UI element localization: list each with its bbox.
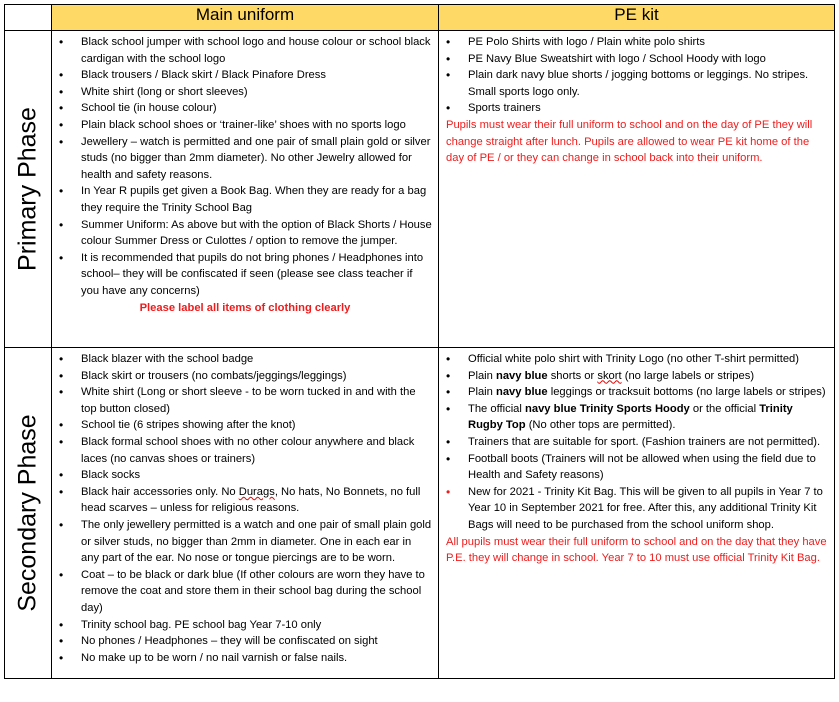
item-text-bold: navy blue <box>496 386 548 399</box>
secondary-pe-cell <box>439 348 835 679</box>
primary-phase-label: Primary Phase <box>13 107 42 271</box>
list-item: • Summer Uniform: As above but with the option of Black Shorts / House colour Summer Dress or Culottes / option to remove the jumper. <box>81 217 432 250</box>
item-text: or the official <box>689 402 760 415</box>
list-item <box>468 368 828 385</box>
list-item: • PE Navy Blue Sweatshirt with logo / School Hoody with logo <box>468 51 828 68</box>
list-item <box>81 484 432 517</box>
uniform-table <box>4 4 835 679</box>
list-item: • School tie (in house colour) <box>81 100 432 117</box>
secondary-main-list <box>52 348 438 678</box>
item-text-bold: navy blue Trinity Sports Hoody <box>525 402 690 415</box>
secondary-pe-list <box>439 348 834 534</box>
list-item: • White shirt (Long or short sleeve - to be worn tucked in and with the top button closed) <box>81 384 432 417</box>
list-item: • PE Polo Shirts with logo / Plain white polo shirts <box>468 34 828 51</box>
list-item: • Black blazer with the school badge <box>81 351 432 368</box>
list-item: • Trainers that are suitable for sport. (Fashion trainers are not permitted). <box>468 434 828 451</box>
list-item <box>468 401 828 434</box>
pe-kit-header: PE kit <box>439 5 835 31</box>
list-item: • Black formal school shoes with no other colour anywhere and black laces (no canvas shoes or trainers) <box>81 434 432 467</box>
list-item: • Sports trainers <box>468 100 828 117</box>
item-text: Black hair accessories only. No <box>81 485 239 498</box>
primary-main-list <box>52 31 438 300</box>
list-item: • Plain dark navy blue shorts / jogging bottoms or leggings. No stripes. Small sports logo only. <box>468 67 828 100</box>
list-item: • Official white polo shirt with Trinity Logo (no other T-shirt permitted) <box>468 351 828 368</box>
primary-pe-cell <box>439 31 835 348</box>
primary-pe-note: Pupils must wear their full uniform to school and on the day of PE they will change straight after lunch. Pupils are allowed to wear PE kit home of the day of PE / or they can change in school back into their uniform. <box>446 118 813 165</box>
secondary-pe-note: All pupils must wear their full uniform to school and on the day that they have P.E. they will change in school. Year 7 to 10 must use official Trinity Kit Bag. <box>446 535 827 565</box>
list-item: • New for 2021 - Trinity Kit Bag. This will be given to all pupils in Year 7 to Year 10 in September 2021 for free. After this, any additional Trinity Kit Bags will need to be purchased from the school uniform shop. <box>468 484 828 534</box>
primary-main-cell <box>52 31 439 348</box>
list-item: • School tie (6 stripes showing after the knot) <box>81 417 432 434</box>
list-item: • It is recommended that pupils do not bring phones / Headphones into school– they will be confiscated if seen (please see class teacher if you have any concerns) <box>81 250 432 300</box>
item-text: shorts or <box>547 369 598 382</box>
secondary-phase-label: Secondary Phase <box>13 414 42 612</box>
item-text: skort <box>597 369 622 382</box>
primary-row <box>5 31 835 348</box>
header-row <box>5 5 835 31</box>
list-item: • Jewellery – watch is permitted and one pair of small plain gold or silver studs (no bigger than 2mm diameter). No other Jewelry allowed for health and safety reasons. <box>81 134 432 184</box>
secondary-phase-cell <box>5 348 52 679</box>
list-item <box>468 384 828 401</box>
list-item: • The only jewellery permitted is a watch and one pair of small plain gold or silver studs, no bigger than 2mm in diameter. One in each ear in any part of the ear. No nose or tongue piercings are to be worn. <box>81 517 432 567</box>
item-text-bold: Trinity Rugby Top <box>468 402 793 432</box>
list-item: • Black school jumper with school logo and house colour or school black cardigan with the school logo <box>81 34 432 67</box>
list-item: • Football boots (Trainers will not be allowed when using the field due to Health and Safety reasons) <box>468 451 828 484</box>
corner-cell <box>5 5 52 31</box>
primary-pe-list <box>439 31 834 117</box>
main-uniform-header: Main uniform <box>52 5 439 31</box>
item-text-bold: navy blue <box>496 369 548 382</box>
item-text: Durags <box>238 485 275 498</box>
list-item: • Trinity school bag. PE school bag Year 7-10 only <box>81 617 432 634</box>
secondary-row <box>5 348 835 679</box>
primary-phase-cell <box>5 31 52 348</box>
list-item: • Black socks <box>81 467 432 484</box>
item-text: Plain <box>468 369 496 382</box>
list-item: • Black skirt or trousers (no combats/jeggings/leggings) <box>81 368 432 385</box>
list-item: • No make up to be worn / no nail varnish or false nails. <box>81 650 432 667</box>
list-item: • In Year R pupils get given a Book Bag. When they are ready for a bag they require the Trinity School Bag <box>81 183 432 216</box>
item-text: (No other tops are permitted). <box>525 419 676 432</box>
item-text: Plain <box>468 386 496 399</box>
list-item: • No phones / Headphones – they will be confiscated on sight <box>81 633 432 650</box>
item-text: The official <box>468 402 526 415</box>
secondary-main-cell <box>52 348 439 679</box>
list-item: • Black trousers / Black skirt / Black Pinafore Dress <box>81 67 432 84</box>
list-item: • White shirt (long or short sleeves) <box>81 84 432 101</box>
item-text: leggings or tracksuit bottoms (no large labels or stripes) <box>547 386 826 399</box>
list-item: • Coat – to be black or dark blue (If other colours are worn they have to remove the coat and store them in their school bag during the school day) <box>81 567 432 617</box>
label-clothing-note: Please label all items of clothing clearly <box>139 301 351 314</box>
item-text: , No hats, No Bonnets, no full head scarves – unless for religious reasons. <box>81 485 421 515</box>
list-item: • Plain black school shoes or ‘trainer-like’ shoes with no sports logo <box>81 117 432 134</box>
item-text: (no large labels or stripes) <box>621 369 755 382</box>
